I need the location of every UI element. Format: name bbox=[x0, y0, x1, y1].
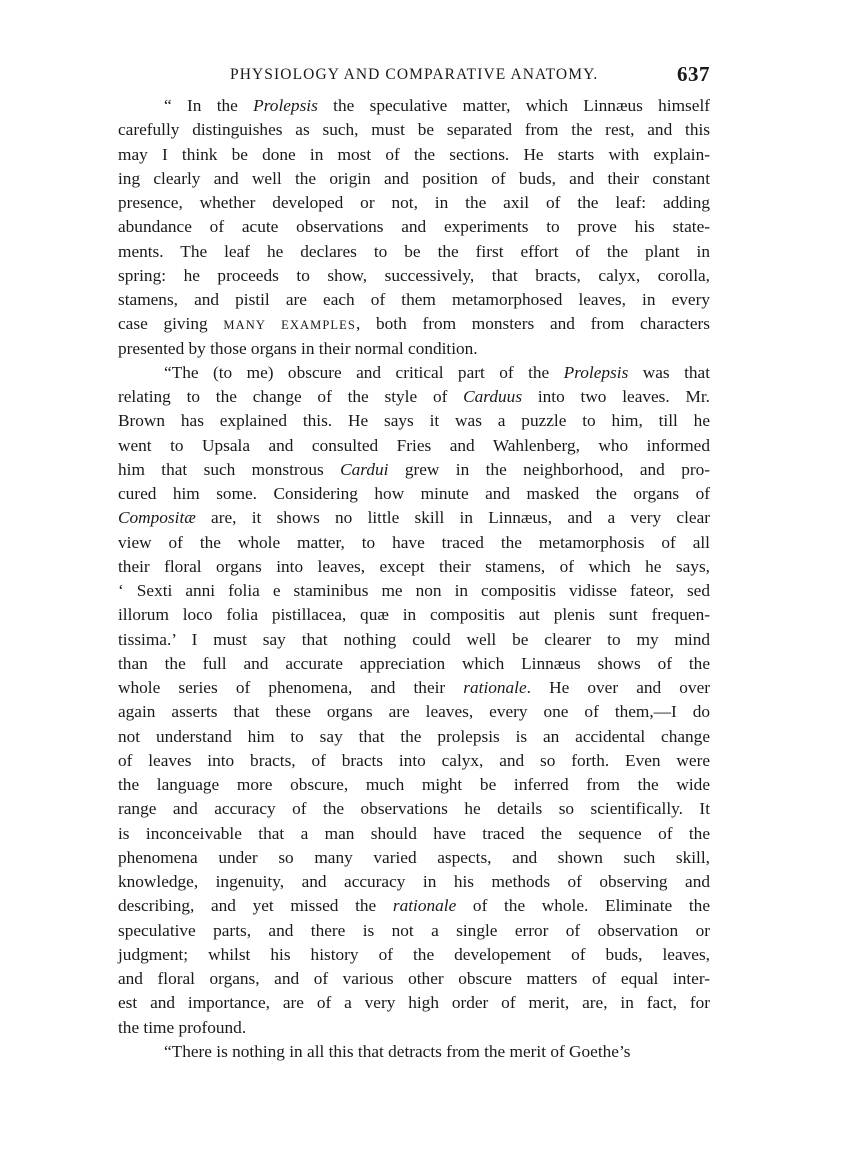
text-line bbox=[118, 652, 710, 676]
text-line bbox=[118, 482, 710, 506]
page-number: 637 bbox=[677, 62, 710, 86]
text-segment: ing clearly and well the origin and position of buds, and their constant bbox=[118, 168, 710, 188]
text-line bbox=[118, 579, 710, 603]
running-head bbox=[118, 62, 710, 88]
text-line bbox=[118, 215, 710, 239]
text-line bbox=[118, 749, 710, 773]
text-segment: presence, whether developed or not, in the axil of the leaf: adding bbox=[118, 193, 710, 212]
text-line bbox=[118, 118, 710, 142]
text-line bbox=[118, 288, 710, 312]
text-line bbox=[118, 773, 710, 797]
text-segment: whole series of phenomena, and their bbox=[118, 678, 464, 697]
text-line bbox=[118, 264, 710, 288]
italic-text: Prolepsis bbox=[563, 362, 629, 382]
text-segment: relating to the change of the style of bbox=[118, 387, 464, 406]
text-segment: Brown has explained this. He says it was a puzzle to him, till he bbox=[118, 411, 710, 431]
text-segment: carefully distinguishes as such, must be separated from the rest, and this bbox=[118, 120, 710, 140]
text-line bbox=[118, 143, 710, 167]
italic-text: Compositæ bbox=[118, 508, 196, 528]
text-line bbox=[118, 506, 710, 530]
text-segment: again asserts that these organs are leaves, every one of them,—I do bbox=[118, 702, 710, 722]
book-page bbox=[118, 62, 710, 1064]
text-segment: is inconceivable that a man should have traced the sequence of the bbox=[118, 823, 710, 843]
text-segment: are, it shows no little skill in Linnæus, and a very clear bbox=[195, 508, 710, 528]
text-line bbox=[118, 628, 710, 652]
text-line bbox=[118, 1016, 710, 1040]
text-segment: illorum loco folia pistillacea, quæ in compositis aut plenis sunt frequen- bbox=[118, 605, 710, 625]
running-head-title: PHYSIOLOGY AND COMPARATIVE ANATOMY. bbox=[230, 66, 599, 83]
text-segment: the time profound. bbox=[118, 1017, 247, 1037]
text-line bbox=[118, 822, 710, 846]
text-segment: of leaves into bracts, of bracts into calyx, and so forth. Even were bbox=[118, 750, 710, 770]
text-line bbox=[118, 797, 710, 821]
text-line bbox=[118, 967, 710, 991]
italic-text: rationale bbox=[463, 678, 527, 697]
text-segment: “The (to me) obscure and critical part of the bbox=[164, 362, 564, 382]
text-line bbox=[118, 94, 710, 118]
text-segment: grew in the neighborhood, and pro- bbox=[388, 459, 710, 479]
text-line bbox=[118, 458, 710, 482]
text-segment: speculative parts, and there is not a single error of observation or bbox=[118, 920, 710, 940]
text-segment: , both from monsters and from characters bbox=[355, 314, 711, 334]
text-segment: was that bbox=[628, 362, 710, 382]
text-segment: knowledge, ingenuity, and accuracy in his methods of observing and bbox=[118, 872, 710, 891]
text-segment: case giving bbox=[118, 314, 224, 334]
text-line bbox=[118, 191, 710, 215]
text-segment: “There is nothing in all this that detracts from the merit of Goethe’s bbox=[164, 1041, 631, 1061]
text-segment: tissima.’ I must say that nothing could well be clearer to my mind bbox=[118, 629, 710, 649]
text-segment: presented by those organs in their normal condition. bbox=[118, 338, 478, 358]
text-segment: range and accuracy of the observations he details so scientifically. It bbox=[118, 799, 710, 819]
italic-text: Carduus bbox=[463, 387, 523, 406]
text-segment: their floral organs into leaves, except their stamens, of which he says, bbox=[118, 556, 710, 576]
text-segment: not understand him to say that the prolepsis is an accidental change bbox=[118, 726, 710, 746]
text-segment: and floral organs, and of various other obscure matters of equal inter- bbox=[118, 969, 710, 988]
text-segment: spring: he proceeds to show, successively, that bracts, calyx, corolla, bbox=[118, 265, 710, 285]
text-segment: into two leaves. Mr. bbox=[522, 387, 710, 406]
text-line bbox=[118, 385, 710, 409]
italic-text: Prolepsis bbox=[253, 96, 318, 115]
small-caps-text: MANY EXAMPLES bbox=[223, 318, 356, 333]
text-line bbox=[118, 167, 710, 191]
text-line bbox=[118, 894, 710, 918]
text-segment: describing, and yet missed the bbox=[118, 896, 393, 916]
text-line bbox=[118, 337, 710, 361]
text-line bbox=[118, 240, 710, 264]
text-line bbox=[118, 312, 710, 336]
text-segment: of the whole. Eliminate the bbox=[456, 896, 710, 916]
text-line bbox=[118, 700, 710, 724]
italic-text: Cardui bbox=[340, 459, 389, 479]
text-line bbox=[118, 870, 710, 894]
text-line bbox=[118, 434, 710, 458]
text-segment: judgment; whilst his history of the developement of buds, leaves, bbox=[118, 944, 710, 964]
body-text bbox=[118, 94, 710, 1064]
text-line bbox=[118, 991, 710, 1015]
text-segment: cured him some. Considering how minute and masked the organs of bbox=[118, 484, 710, 503]
text-segment: phenomena under so many varied aspects, and shown such skill, bbox=[118, 847, 710, 867]
text-line bbox=[118, 409, 710, 433]
italic-text: rationale bbox=[392, 896, 457, 916]
text-segment: the speculative matter, which Linnæus himself bbox=[317, 96, 711, 115]
text-line bbox=[118, 676, 710, 700]
text-segment: him that such monstrous bbox=[118, 459, 341, 479]
text-segment: “ In the bbox=[164, 96, 254, 115]
text-line bbox=[118, 603, 710, 627]
text-segment: stamens, and pistil are each of them metamorphosed leaves, in every bbox=[118, 290, 710, 309]
text-line bbox=[118, 919, 710, 943]
text-segment: than the full and accurate appreciation which Linnæus shows of the bbox=[118, 653, 710, 673]
text-segment: ‘ Sexti anni folia e staminibus me non in compositis vidisse fateor, sed bbox=[118, 581, 710, 600]
text-segment: the language more obscure, much might be inferred from the wide bbox=[118, 775, 710, 794]
text-line bbox=[118, 725, 710, 749]
text-line bbox=[118, 943, 710, 967]
text-line bbox=[118, 555, 710, 579]
text-segment: may I think be done in most of the sections. He starts with explain- bbox=[118, 144, 710, 164]
text-segment: ments. The leaf he declares to be the first effort of the plant in bbox=[118, 241, 710, 261]
text-line bbox=[118, 361, 710, 385]
text-segment: abundance of acute observations and experiments to prove his state- bbox=[118, 217, 710, 237]
text-line bbox=[118, 531, 710, 555]
text-line bbox=[118, 846, 710, 870]
text-segment: est and importance, are of a very high order of merit, are, in fact, for bbox=[118, 993, 710, 1013]
text-segment: went to Upsala and consulted Fries and Wahlenberg, who informed bbox=[118, 435, 710, 455]
text-segment: view of the whole matter, to have traced the metamorphosis of all bbox=[118, 532, 710, 552]
text-line bbox=[118, 1040, 710, 1064]
text-segment: . He over and over bbox=[526, 678, 710, 697]
